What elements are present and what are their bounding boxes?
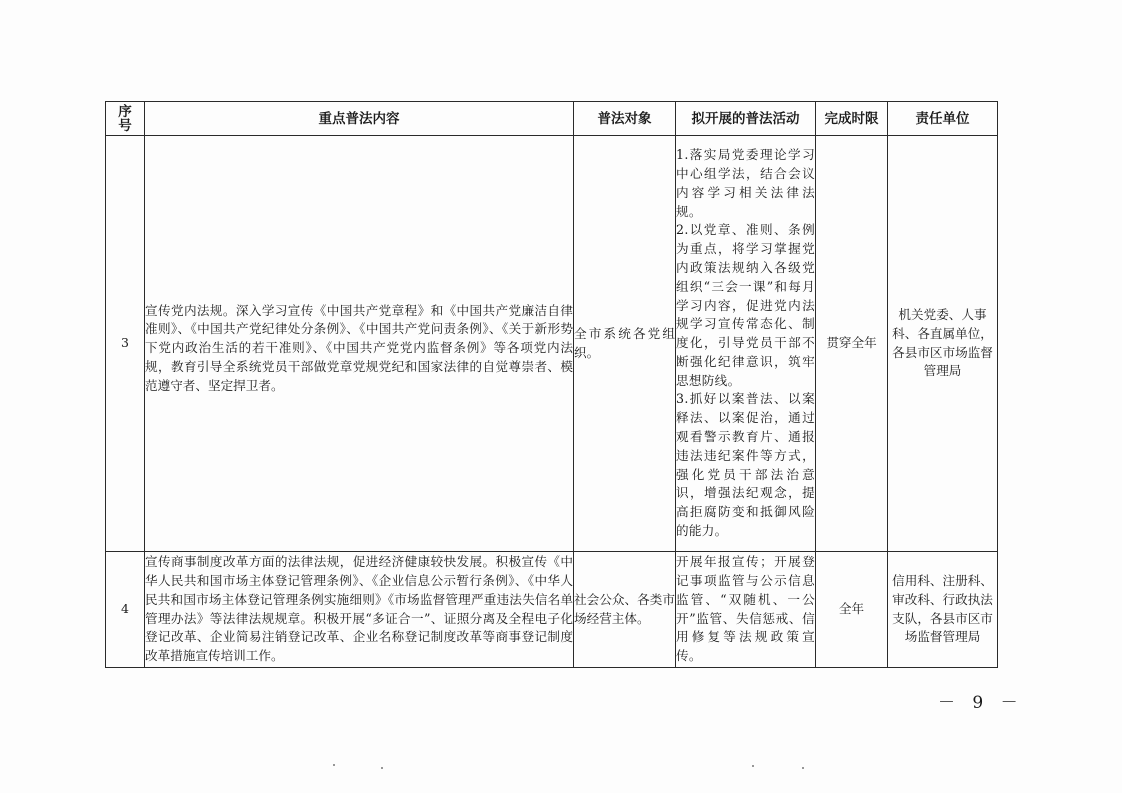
row-unit: 信用科、注册科、审改科、行政执法支队，各县市区市场监督管理局 <box>888 552 998 668</box>
row-period: 贯穿全年 <box>816 136 888 552</box>
row-target <box>574 552 676 668</box>
header-period: 完成时限 <box>816 102 888 136</box>
row-content-text: 宣传党内法规。深入学习宣传《中国共产党章程》和《中国共产党廉洁自律准则》、《中国共产党纪律处分条例》、《中国共产党问责条例》、《关于新形势下党内政治生活的若干准则》、《中国共产党党内监督条例》等各项党内法规，教育引导全系统党员干部做党章党规党纪和国家法律的自觉尊崇者、模范遵守者、坚定捍卫者。 <box>145 302 573 393</box>
page-number: － 9 － <box>938 693 1024 713</box>
table-header-row <box>106 102 998 136</box>
scan-speck <box>381 767 383 769</box>
table-row <box>106 136 998 552</box>
scan-speck <box>802 767 804 769</box>
row-content <box>145 136 574 552</box>
header-activities: 拟开展的普法活动 <box>676 102 816 136</box>
row-activities <box>676 552 816 668</box>
table-row <box>106 552 998 668</box>
row-target <box>574 136 676 552</box>
row-period: 全年 <box>816 552 888 668</box>
scan-speck <box>333 764 335 766</box>
row-activities <box>676 136 816 552</box>
activity-item: 1.落实局党委理论学习中心组学法，结合会议内容学习相关法律法规。 <box>676 147 815 219</box>
row-number: 4 <box>106 552 145 668</box>
header-unit: 责任单位 <box>888 102 998 136</box>
header-content: 重点普法内容 <box>145 102 574 136</box>
row-target-text: 社会公众、各类市场经营主体。 <box>574 591 675 626</box>
activity-item: 开展年报宣传；开展登记事项监管与公示信息监管、“双随机、一公开”监管、失信惩戒、信用修复等法规政策宣传。 <box>676 554 815 664</box>
header-no: 序号 <box>106 102 145 136</box>
header-target: 普法对象 <box>574 102 676 136</box>
scan-speck <box>752 765 754 767</box>
row-number: 3 <box>106 136 145 552</box>
row-target-text: 全市系统各党组织。 <box>574 325 675 360</box>
row-content-text: 宣传商事制度改革方面的法律法规，促进经济健康较快发展。积极宣传《中华人民共和国市场主体登记管理条例》、《企业信息公示暂行条例》、《中华人民共和国市场主体登记管理条例实施细则》《市场监督管理严重违法失信名单管理办法》等法律法规规章。积极开展“多证合一”、证照分离及全程电子化登记改革、企业简易注销登记改革、企业名称登记制度改革等商事登记制度改革措施宣传培训工作。 <box>145 554 573 664</box>
row-content <box>145 552 574 668</box>
row-unit: 机关党委、人事科、各直属单位，各县市区市场监督管理局 <box>888 136 998 552</box>
legal-education-plan-table <box>105 101 998 668</box>
activity-item: 2.以党章、准则、条例为重点，将学习掌握党内政策法规纳入各级党组织“三会一课”和每月学习内容，促进党内法规学习宣传常态化、制度化，引导党员干部不断强化纪律意识，筑牢思想防线。 <box>676 222 815 388</box>
activity-item: 3.抓好以案普法、以案释法、以案促治，通过观看警示教育片、通报违法违纪案件等方式，强化党员干部法治意识，增强法纪观念，提高拒腐防变和抵御风险的能力。 <box>676 391 815 539</box>
